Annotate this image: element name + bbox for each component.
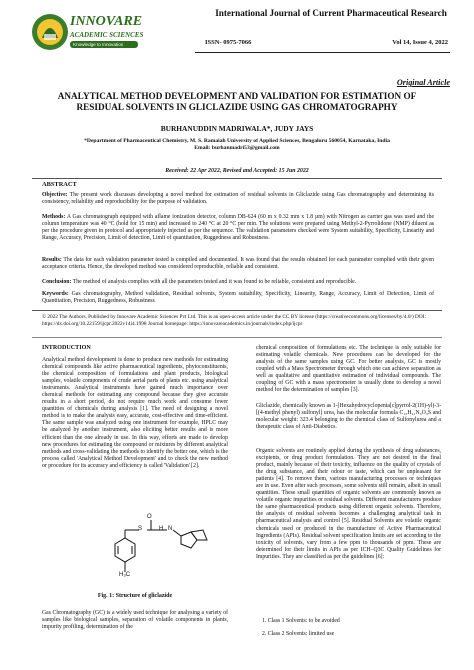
journal-name: International Journal of Current Pharmaceutical Research — [215, 8, 447, 18]
solvent-class-1: 1. Class 1 Solvents: to be avoided — [262, 618, 340, 624]
abstract-heading: ABSTRACT — [42, 181, 77, 188]
logo-text: INNOVARE — [70, 14, 143, 29]
conclusion-label: Conclusion: — [42, 279, 72, 285]
logo-tagline: Knowledge to Innovation — [73, 41, 124, 47]
right-paragraph-1: chemical composition of formulations etc. The technique is only suitable for estimating volatile chemicals. New procedures can be developed for the analysis of the same samples using GC. For better analysis, GC is mostly coupled with a Mass Spectrometer through which one can achieve separation as well as qualitative and quantitative estimation of individual compounds. The coupling of GC with a mass spectrometer is usually done to develop a novel method for the determination of samples [3]. — [256, 345, 441, 394]
objective-label: Objective: — [42, 192, 68, 198]
figure-caption: Fig. 1: Structure of gliclazide — [97, 593, 173, 599]
introduction-heading: INTRODUCTION — [42, 345, 91, 351]
objective-text: The present work discusses developing a novel method for estimation of residual solvents in Gliclazide using Gas chromatography and determining its consistency, reliability and reproducibility for the purpose of validation. — [42, 192, 434, 206]
abstract-objective — [42, 192, 434, 206]
intro-paragraph-1: Analytical method development is done to produce new methods for estimating chemical compounds like active pharmaceutical ingredients, phytoconstituents, the chemical composition of formulations and plant products, biological samples, volatile components of crude aerial parts of plants etc. using analytical instruments. Analytical instruments have gained much importance over chemical methods for estimating any compound because they give accurate results in a short period, do not require much work and consume fewer quantities of chemicals during analysis [1]. The need of designing a novel method is to make the analysis easy, accurate, cost-effective and time-efficient. The same sample was analyzed using one instrument for example, HPLC may be analyzed by another instrument, also eliciting better results and is more efficient than the one already in use. In this way, efforts are made to develop new procedures for estimating the compound or mixtures by different analytical methods and cross-validating the methods to identify the better one, which is the process called 'Analytical Method Development' and to check the new method or procedure for its accuracy and efficiency is called 'Validation' [2]. — [42, 357, 228, 469]
issn: ISSN- 0975-7066 — [205, 39, 252, 46]
keywords-text: Gas chromatography, Method validation, Residual solvents, System suitability, Specificity, Linearity, Range, Accuracy, Limit of Detection, Limit of Quantitation, Precision, Ruggedness, Robustness — [42, 291, 434, 305]
affiliation — [50, 138, 424, 152]
received-dates: Received: 22 Apr 2022, Revised and Accepted: 15 Jun 2022 — [165, 168, 309, 174]
author-email[interactable]: Email: burhanmadri53@gmail.com — [194, 145, 280, 152]
body-divider — [32, 337, 442, 338]
copyright-notice: © 2022 The Authors. Published by Innovare Academic Sciences Pvt Ltd. This is an open-access article under the CC BY license (https://creativecommons.org/licenses/by/4.0/) DOI: https://dx.doi.org/10.22159/ijcpr.2022v14i4.1998 Journal homepage: https://innovareacademics.in/journals/index.php/ijcpr — [42, 314, 426, 327]
article-type: Original Article — [396, 78, 450, 87]
abstract-conclusion — [42, 279, 434, 286]
right-paragraph-2: Gliclazide, chemically known as 1-[Hexahydrocyclopenta[c]pyrrol-2(1H)-yl)-3-[(4-methyl phenyl) sulfonyl] urea, has the molecular formula C₁₅H₂₁N₃O₃S and molecular weight: 323.4 belonging to the chemical class of Sulfonylurea and a therapeutic class of Anti-Diabetics. — [256, 403, 441, 431]
solvent-class-2: 2. Class 2 Solvents: limited use — [262, 631, 335, 637]
logo-subtext: ACADEMIC SCIENCES — [70, 31, 144, 39]
volume-issue: Vol 14, Issue 4, 2022 — [392, 39, 448, 46]
gliclazide-structure-figure: S O H N H₃C — [95, 514, 215, 584]
abstract-methods — [42, 214, 434, 242]
affiliation-text: *Department of Pharmaceutical Chemistry, M. S. Ramaiah University of Applied Sciences, Bengaluru 560054, Karnataka, India — [84, 138, 390, 144]
abstract-results — [42, 257, 434, 271]
keywords-label: Keywords: — [42, 291, 69, 297]
methods-text: A Gas chromatograph equipped with aflame ionization detector, column DB-624 (60 m x 0.32 mm x 1.8 µm) with Nitrogen as carrier gas was used and the column temperature was 40 °C (hold for 15 min) and increased to 240 °C at 20 °C per min. The solutions were prepared using Methyl-2-Pyrrolidone (NMP) diluent as per the procedure given in protocol and appropriately injected as per the sequence. The validation parameters checked were System suitability, Specificity, Linearity and Range, Accuracy, Precision, Limit of detection, Limit of quantitation, Ruggedness and Robustness. — [42, 214, 434, 242]
intro-paragraph-2: Gas Chromatography (GC) is a widely used technique for analysing a variety of samples like biological samples, separation of volatile components in plants, impurity profiling, determination of the — [42, 610, 228, 631]
authors: BURHANUDDIN MADRIWALA*, JUDY JAYS — [160, 124, 314, 133]
results-label: Results: — [42, 257, 62, 263]
methods-label: Methods: — [42, 214, 66, 220]
journal-logo — [30, 8, 148, 56]
conclusion-text: The method of analysis complies with all the parameters tested and it was found to be reliable, consistent and reproducible. — [71, 279, 357, 285]
article-title: ANALYTICAL METHOD DEVELOPMENT AND VALIDATION FOR ESTIMATION OF RESIDUAL SOLVENTS IN GLICLAZIDE USING GAS CHROMATOGRAPHY — [57, 91, 417, 113]
right-paragraph-3: Organic solvents are routinely applied during the synthesis of drug substances, excipients, or drug product formulation. They are not desired in the final product, mainly because of their toxicity, influence on the quality of crystals of the drug substance, and their odour or taste, which can be unpleasant for patients [4]. To remove them, various manufacturing processes or techniques are in use. Even after such processes, some solvents still remain, albeit in small quantities. These small quantities of organic solvents are commonly known as volatile organic impurities or residual solvents. Different manufacturers produce the same pharmaceutical products using different organic solvents. Therefore, the analysis of residual solvents becomes a challenging analytical task in pharmaceutical analysis and control [5]. Residual Solvents are volatile organic chemicals used or produced in the manufacture of Active Pharmaceutical Ingredients (APIs). Residual solvent specification limits are set according to the toxicity of solvents, vary from a few ppm to thousands of ppm. These are determined for their limits in APIs as per ICH–Q3C Quality Guidelines for Impurities. They are classified as per the guidelines [6]: — [256, 448, 441, 560]
abstract-keywords — [42, 291, 434, 305]
results-text: The data for each validation parameter tested is compiled and documented. It was found that the results obtained for each parameter complied with their given acceptance criteria. Hence, the developed method was considered reproducible, reliable and consistent. — [42, 257, 434, 271]
header-divider — [195, 52, 450, 53]
